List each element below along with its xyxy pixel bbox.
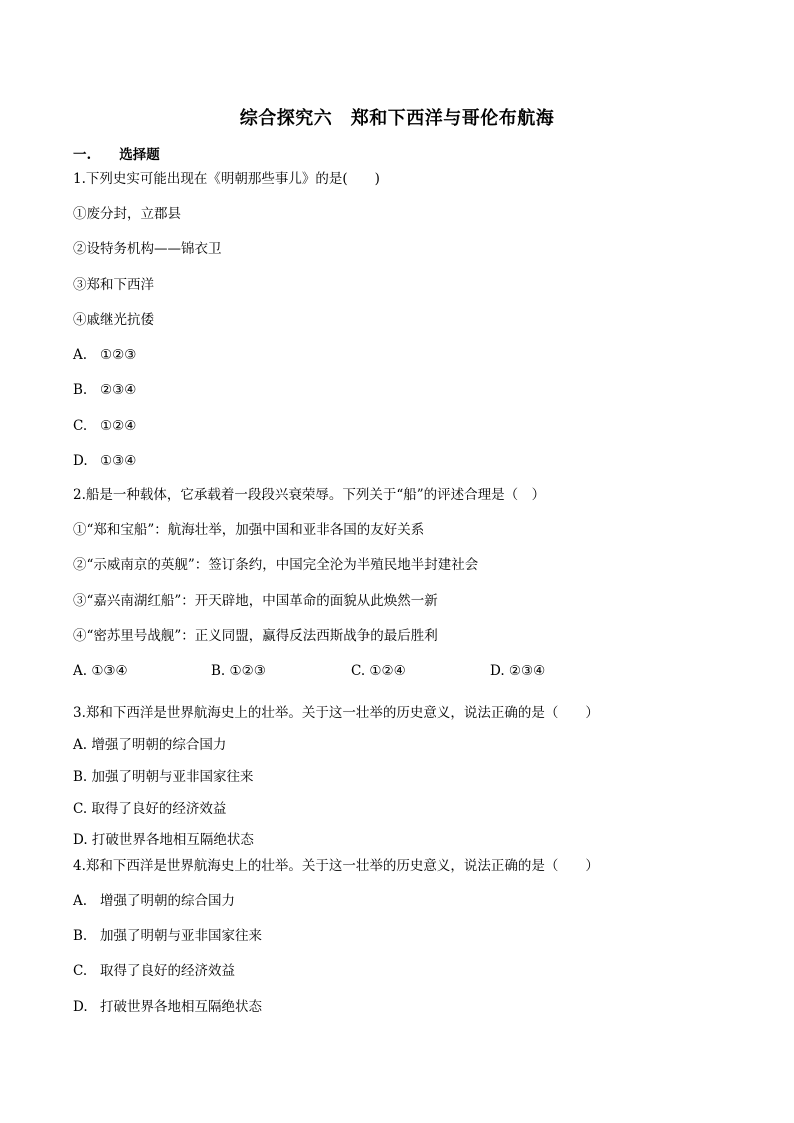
section-number: 一. — [73, 147, 92, 163]
q1-item: ②设特务机构——锦衣卫 — [73, 241, 222, 257]
q1-stem: 1.下列史实可能出现在《明朝那些事儿》的是( ) — [73, 171, 380, 187]
q2-option-b: B. ①②③ — [211, 663, 266, 679]
q2-option-a: A. ①③④ — [73, 663, 128, 679]
q1-option-text: ①②④ — [100, 418, 137, 434]
q4-option-text: 取得了良好的经济效益 — [100, 963, 235, 979]
q2-item: ④“密苏里号战舰”：正义同盟，赢得反法西斯战争的最后胜利 — [73, 628, 438, 644]
q1-item: ③郑和下西洋 — [73, 277, 154, 293]
q1-option — [73, 417, 136, 435]
q2-option-c: C. ①②④ — [351, 663, 406, 679]
q1-item: ①废分封，立郡县 — [73, 206, 181, 222]
q3-option: A. 增强了明朝的综合国力 — [73, 737, 227, 753]
q4-stem: 4.郑和下西洋是世界航海史上的壮举。关于这一壮举的历史意义，说法正确的是（ ） — [73, 858, 599, 874]
q1-option-letter: B. — [73, 382, 88, 398]
q4-option-letter: A. — [73, 893, 88, 909]
q1-option-text: ①②③ — [100, 347, 137, 363]
q2-item: ③“嘉兴南湖红船”：开天辟地，中国革命的面貌从此焕然一新 — [73, 593, 438, 609]
q3-stem: 3.郑和下西洋是世界航海史上的壮举。关于这一壮举的历史意义，说法正确的是（ ） — [73, 705, 599, 721]
section-heading — [73, 146, 160, 164]
q4-option — [73, 962, 235, 980]
q1-option — [73, 346, 136, 364]
section-label: 选择题 — [119, 147, 160, 163]
q1-option-text: ②③④ — [100, 382, 137, 398]
q2-stem: 2.船是一种载体，它承载着一段段兴衰荣辱。下列关于“船”的评述合理是（ ） — [73, 487, 546, 503]
q4-option — [73, 892, 235, 910]
q1-option-letter: D. — [73, 453, 88, 469]
q2-option-d: D. ②③④ — [490, 663, 546, 679]
q4-option-letter: C. — [73, 963, 88, 979]
q3-option: D. 打破世界各地相互隔绝状态 — [73, 832, 254, 848]
q3-option: C. 取得了良好的经济效益 — [73, 801, 227, 817]
q4-option-text: 打破世界各地相互隔绝状态 — [100, 999, 262, 1015]
q1-item: ④戚继光抗倭 — [73, 312, 154, 328]
q4-option-letter: B. — [73, 928, 88, 944]
q1-option-letter: A. — [73, 347, 88, 363]
q1-option-text: ①③④ — [100, 453, 137, 469]
q2-item: ①“郑和宝船”：航海壮举，加强中国和亚非各国的友好关系 — [73, 522, 425, 538]
q2-item: ②“示威南京的英舰”：签订条约，中国完全沦为半殖民地半封建社会 — [73, 557, 479, 573]
q3-option: B. 加强了明朝与亚非国家往来 — [73, 769, 254, 785]
q4-option-text: 增强了明朝的综合国力 — [100, 893, 235, 909]
q1-option — [73, 452, 136, 470]
q1-option-letter: C. — [73, 418, 88, 434]
q4-option-text: 加强了明朝与亚非国家往来 — [100, 928, 262, 944]
page-title: 综合探究六 郑和下西洋与哥伦布航海 — [239, 108, 555, 129]
q4-option-letter: D. — [73, 999, 88, 1015]
q4-option — [73, 927, 262, 945]
q1-option — [73, 381, 136, 399]
q4-option — [73, 998, 262, 1016]
